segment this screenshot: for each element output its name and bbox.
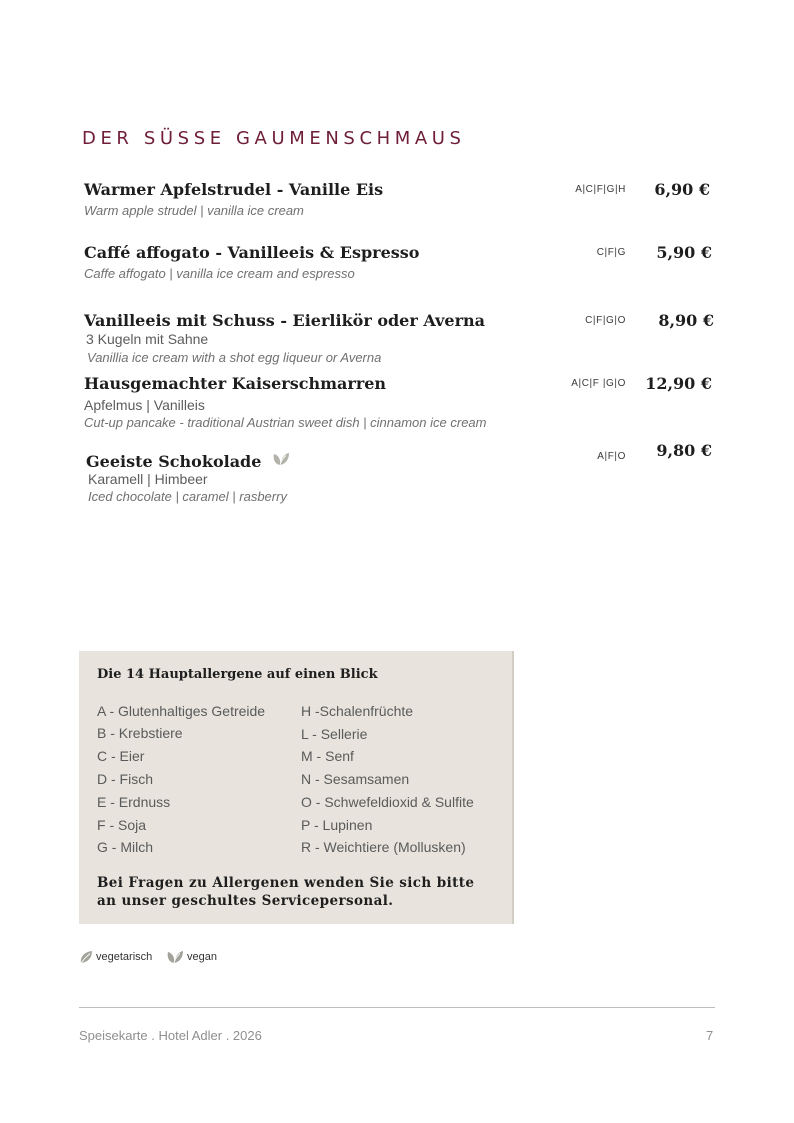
item-name: Hausgemachter Kaiserschmarren [84, 374, 387, 393]
vegan-leaf-icon [166, 950, 184, 969]
allergen-note-line: an unser geschultes Servicepersonal. [97, 893, 394, 909]
item-name [86, 451, 290, 471]
allergen-box-title: Die 14 Hauptallergene auf einen Blick [97, 667, 378, 682]
section-title: DER SÜSSE GAUMENSCHMAUS [82, 128, 466, 149]
item-detail: 3 Kugeln mit Sahne [86, 331, 209, 347]
item-detail: Apfelmus | Vanilleis [84, 397, 205, 413]
allergen-code: R - Weichtiere (Mollusken) [301, 839, 466, 855]
item-name: Caffé affogato - Vanilleeis & Espresso [84, 243, 420, 262]
allergen-code: O - Schwefeldioxid & Sulfite [301, 794, 474, 810]
allergen-code: C - Eier [97, 748, 145, 764]
allergen-code: B - Krebstiere [97, 725, 183, 741]
allergen-code: A - Glutenhaltiges Getreide [97, 703, 266, 719]
footer-divider [79, 1007, 715, 1008]
allergen-code: P - Lupinen [301, 817, 373, 833]
item-english: Caffe affogato | vanilla ice cream and espresso [84, 266, 355, 281]
allergen-note-line: Bei Fragen zu Allergenen wenden Sie sich bitte [97, 875, 475, 891]
item-allergens: C|F|G [596, 247, 626, 258]
item-price: 8,90 € [658, 311, 714, 330]
allergen-code: M - Senf [301, 748, 354, 764]
allergen-code: N - Sesamsamen [301, 771, 410, 787]
item-name: Vanilleeis mit Schuss - Eierlikör oder Averna [84, 311, 486, 330]
item-name-text: Geeiste Schokolade [86, 452, 262, 471]
item-english: Cut-up pancake - traditional Austrian sweet dish | cinnamon ice cream [84, 415, 487, 430]
item-price: 12,90 € [645, 374, 712, 393]
item-english: Iced chocolate | caramel | rasberry [88, 489, 287, 504]
item-name: Warmer Apfelstrudel - Vanille Eis [84, 180, 384, 199]
item-allergens: A|C|F|G|H [575, 184, 626, 195]
allergen-code: D - Fisch [97, 771, 153, 787]
item-english: Warm apple strudel | vanilla ice cream [84, 203, 304, 218]
footer-text: Speisekarte . Hotel Adler . 2026 [79, 1028, 262, 1043]
item-price: 9,80 € [656, 441, 712, 460]
allergen-code: G - Milch [97, 839, 153, 855]
allergen-code: L - Sellerie [301, 726, 368, 742]
item-english: Vanillia ice cream with a shot egg liqueur or Averna [87, 350, 382, 365]
allergen-note [97, 874, 474, 910]
vegan-leaf-icon [272, 451, 290, 470]
vegetarian-label: vegetarisch [96, 951, 153, 963]
page-number: 7 [706, 1028, 714, 1043]
allergen-code: H -Schalenfrüchte [301, 703, 414, 719]
item-allergens: A|C|F |G|O [571, 378, 626, 389]
allergen-code: E - Erdnuss [97, 794, 171, 810]
item-detail: Karamell | Himbeer [88, 471, 208, 487]
vegan-label: vegan [187, 951, 217, 963]
item-allergens: A|F|O [597, 451, 626, 462]
item-price: 6,90 € [654, 180, 710, 199]
allergen-code: F - Soja [97, 817, 147, 833]
vegetarian-leaf-icon [79, 950, 93, 969]
item-price: 5,90 € [656, 243, 712, 262]
item-allergens: C|F|G|O [585, 315, 626, 326]
